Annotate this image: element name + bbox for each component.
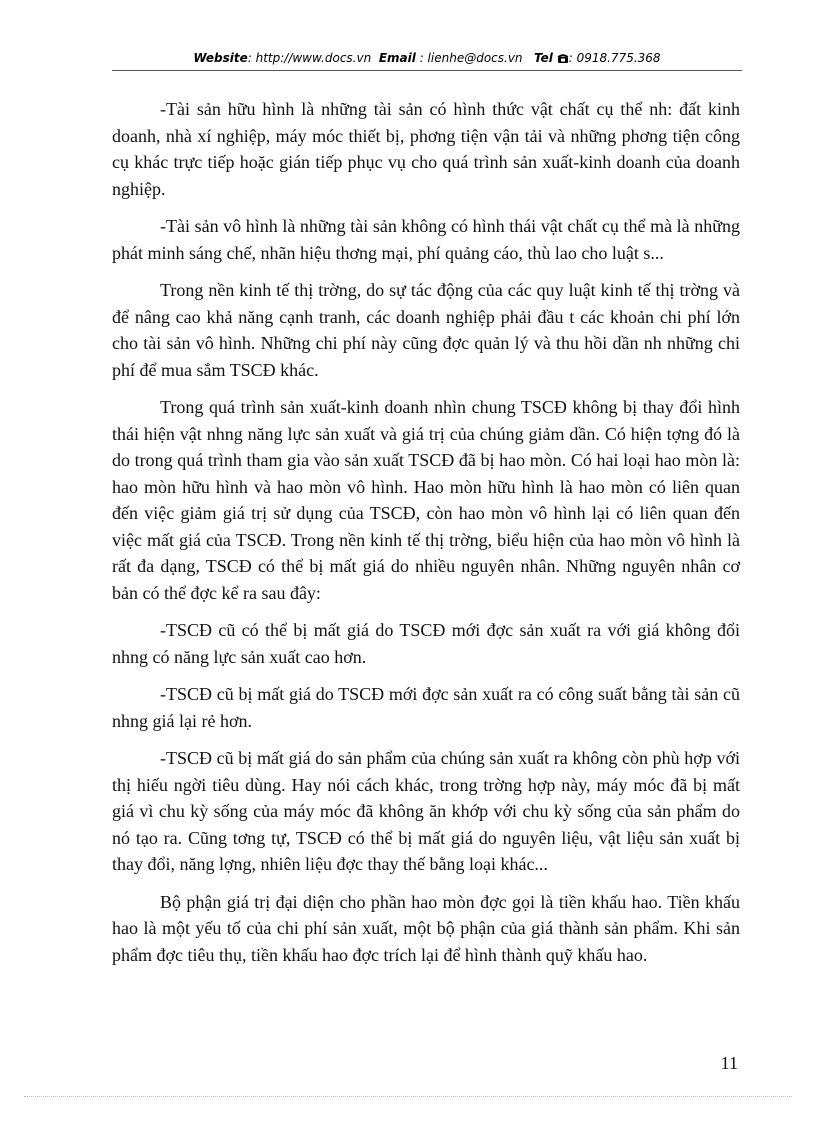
paragraph: -TSCĐ cũ có thể bị mất giá do TSCĐ mới đợc sản xuất ra với giá không đổi nhng có năng lực sản xuất cao hơn.: [112, 620, 740, 667]
tel-value: : 0918.775.368: [568, 51, 661, 65]
phone-icon: [557, 52, 569, 67]
page-number: 11: [720, 1053, 738, 1073]
website-link[interactable]: : http://www.docs.vn: [247, 51, 372, 65]
paragraph: -Tài sản hữu hình là những tài sản có hình thức vật chất cụ thể nh: đất kinh doanh, nhà xí nghiệp, máy móc thiết bị, phơng tiện vận tải và những phơng tiện công cụ khác trực tiếp hoặc gián tiếp phục vụ cho quá trình sản xuất-kinh doanh của doanh nghiệp.: [112, 99, 740, 199]
email-link[interactable]: : lienhe@docs.vn: [419, 51, 523, 65]
paragraph: Trong quá trình sản xuất-kinh doanh nhìn chung TSCĐ không bị thay đổi hình thái hiện vật nhng năng lực sản xuất và giá trị của chúng giảm dần. Có hiện tợng đó là do trong quá trình tham gia vào sản xuất TSCĐ đã bị hao mòn. Có hai loại hao mòn là: hao mòn hữu hình và hao mòn vô hình. Hao mòn hữu hình là hao mòn có liên quan đến việc giảm giá trị sử dụng của TSCĐ, còn hao mòn vô hình lại có liên quan đến việc mất giá của TSCĐ. Trong nền kinh tế thị trờng, biểu hiện của hao mòn vô hình là rất đa dạng, TSCĐ có thể bị mất giá do nhiều nguyên nhân. Những nguyên nhân cơ bản có thể đợc kể ra sau đây:: [112, 397, 740, 603]
page-header: [112, 51, 742, 67]
paragraph: -Tài sản vô hình là những tài sản không có hình thái vật chất cụ thể mà là những phát minh sáng chế, nhãn hiệu thơng mại, phí quảng cáo, thù lao cho luật s...: [112, 216, 740, 263]
body-text: [112, 96, 740, 979]
paragraph: Bộ phận giá trị đại diện cho phần hao mòn đợc gọi là tiền khấu hao. Tiền khấu hao là một yếu tố của chi phí sản xuất, một bộ phận của giá thành sản phẩm. Khi sản phẩm đợc tiêu thụ, tiền khấu hao đợc trích lại để hình thành quỹ khấu hao.: [112, 891, 740, 965]
email-label: Email: [378, 51, 416, 65]
tel-label: Tel: [534, 51, 553, 65]
paragraph: Trong nền kinh tế thị trờng, do sự tác động của các quy luật kinh tế thị trờng và để nâng cao khả năng cạnh tranh, các doanh nghiệp phải đầu t các khoản chi phí lớn cho tài sản vô hình. Những chi phí này cũng đợc quản lý và thu hồi dần nh những chi phí để mua sắm TSCĐ khác.: [112, 280, 740, 380]
website-label: Website: [193, 51, 248, 65]
paragraph: -TSCĐ cũ bị mất giá do sản phẩm của chúng sản xuất ra không còn phù hợp với thị hiếu ngời tiêu dùng. Hay nói cách khác, trong trờng hợp này, máy móc đã bị mất giá vì chu kỳ sống của máy móc đã không ăn khớp với chu kỳ sống của sản phẩm do nó tạo ra. Cũng tơng tự, TSCĐ có thể bị mất giá do nguyên liệu, vật liệu sản xuất bị thay đổi, năng lợng, nhiên liệu đợc thay thế bằng loại khác...: [112, 748, 740, 874]
header-divider: [112, 70, 742, 71]
footer-divider: [24, 1096, 792, 1097]
paragraph: -TSCĐ cũ bị mất giá do TSCĐ mới đợc sản xuất ra có công suất bằng tài sản cũ nhng giá lại rẻ hơn.: [112, 684, 740, 731]
